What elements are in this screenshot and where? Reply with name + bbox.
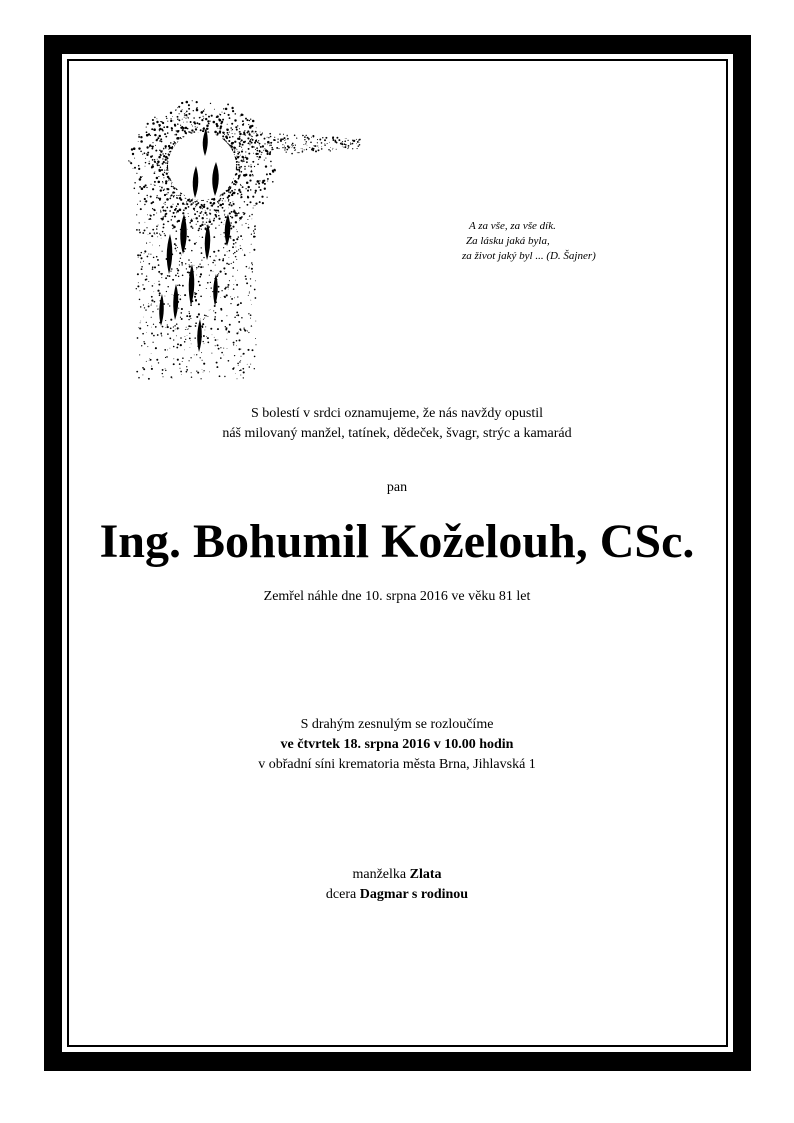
candle-moon-ornament-icon xyxy=(96,84,366,384)
salutation: pan xyxy=(386,480,408,495)
announcement-line-2: náš milovaný manžel, tatínek, dědeček, švagr, strýc a kamarád xyxy=(222,426,572,441)
quote-line-3: za život jaký byl ... (D. Šajner) xyxy=(462,250,596,262)
daughter-name: Dagmar s rodinou xyxy=(359,887,469,902)
announcement-text xyxy=(0,404,794,444)
funeral-date-time: ve čtvrtek 18. srpna 2016 v 10.00 hodin xyxy=(280,737,514,752)
quote-line-1: A za vše, za vše dík. xyxy=(469,220,556,232)
wife-prefix: manželka xyxy=(352,867,407,882)
funeral-location: v obřadní síni krematoria města Brna, Jihlavská 1 xyxy=(258,757,536,772)
announcement-line-1: S bolestí v srdci oznamujeme, že nás navždy opustil xyxy=(251,406,543,421)
family-wife xyxy=(0,865,794,885)
daughter-prefix: dcera xyxy=(325,887,357,902)
wife-name: Zlata xyxy=(409,867,442,882)
family-signature xyxy=(0,865,794,905)
deceased-name: Ing. Bohumil Koželouh, CSc. xyxy=(99,515,695,568)
family-daughter xyxy=(0,885,794,905)
funeral-details xyxy=(0,715,794,775)
quote-line-2: Za lásku jaká byla, xyxy=(466,235,550,247)
memorial-quote xyxy=(462,219,596,264)
death-notice: Zemřel náhle dne 10. srpna 2016 ve věku 81 let xyxy=(263,589,531,604)
funeral-line-1: S drahým zesnulým se rozloučíme xyxy=(300,717,494,732)
